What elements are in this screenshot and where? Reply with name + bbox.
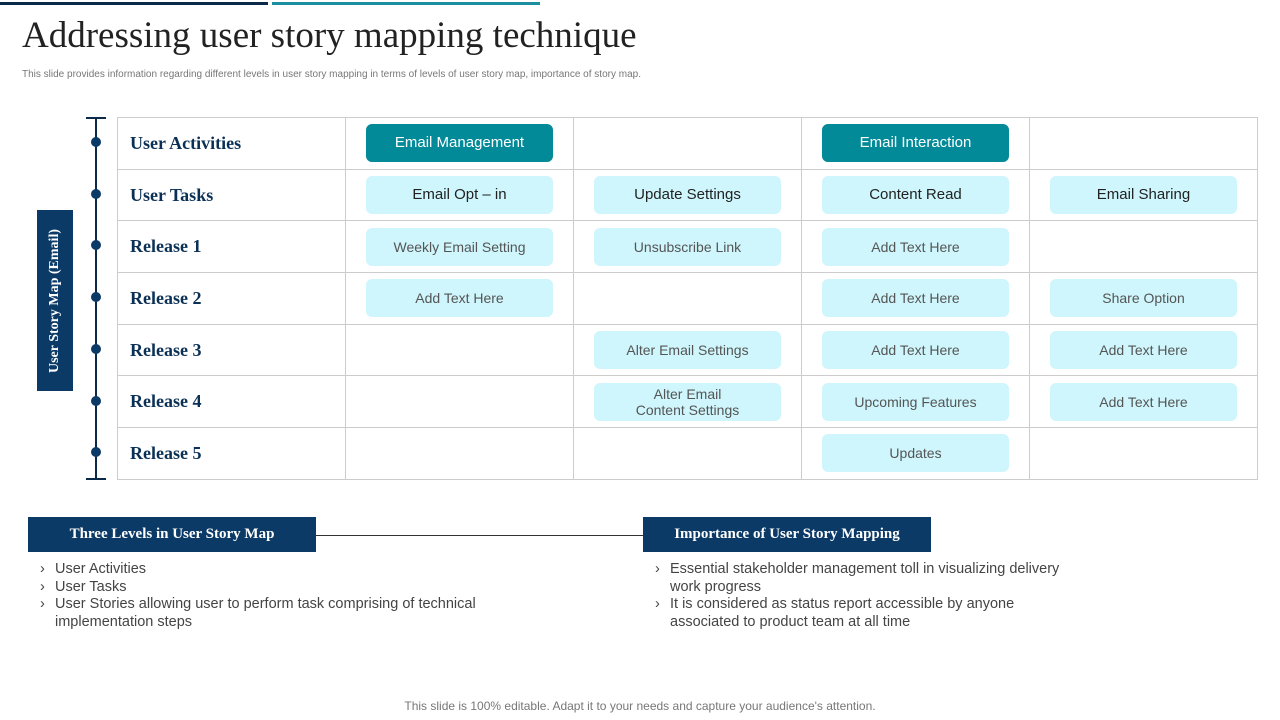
footer-note: This slide is 100% editable. Adapt it to your needs and capture your audience's attention.	[404, 699, 876, 713]
table-cell	[574, 169, 802, 221]
row-label: Release 2	[118, 273, 346, 325]
table-cell	[1030, 118, 1258, 170]
levels-list	[36, 561, 506, 631]
connector-line	[316, 535, 643, 536]
top-accent-line-dark	[0, 2, 268, 5]
table-cell	[802, 428, 1030, 480]
table-row	[118, 169, 1258, 221]
timeline-dot	[91, 396, 101, 406]
story-card: Add Text Here	[822, 331, 1009, 369]
table-cell	[574, 428, 802, 480]
table-cell	[346, 273, 574, 325]
table-cell	[1030, 221, 1258, 273]
side-label	[37, 210, 73, 391]
table-cell	[802, 376, 1030, 428]
table-cell	[574, 324, 802, 376]
story-card: Add Text Here	[1050, 383, 1237, 421]
table-row	[118, 428, 1258, 480]
story-card: Weekly Email Setting	[366, 228, 553, 266]
importance-heading: Importance of User Story Mapping	[643, 517, 931, 552]
row-label: Release 3	[118, 324, 346, 376]
table-cell	[346, 428, 574, 480]
table-cell	[1030, 169, 1258, 221]
table-row	[118, 118, 1258, 170]
row-label: Release 4	[118, 376, 346, 428]
row-label: User Activities	[118, 118, 346, 170]
table-cell	[346, 324, 574, 376]
activity-card: Email Management	[366, 124, 553, 162]
story-card: Add Text Here	[1050, 331, 1237, 369]
timeline-dot	[91, 189, 101, 199]
task-card: Email Sharing	[1050, 176, 1237, 214]
table-cell	[574, 221, 802, 273]
table-cell	[802, 169, 1030, 221]
table-cell	[346, 118, 574, 170]
table-row	[118, 273, 1258, 325]
table-cell	[1030, 376, 1258, 428]
page-title: Addressing user story mapping technique	[22, 15, 637, 56]
table-row	[118, 324, 1258, 376]
timeline-dot	[91, 292, 101, 302]
timeline-dot	[91, 137, 101, 147]
story-card: Alter Email Settings	[594, 331, 781, 369]
table-cell	[802, 221, 1030, 273]
table-cell	[574, 273, 802, 325]
page-subtitle: This slide provides information regarding different levels in user story mapping in terms of levels of user story map, importance of story map.	[22, 69, 641, 80]
row-label: User Tasks	[118, 169, 346, 221]
timeline-dot	[91, 344, 101, 354]
task-card: Email Opt – in	[366, 176, 553, 214]
table-cell	[574, 118, 802, 170]
table-cell	[802, 118, 1030, 170]
story-card: Add Text Here	[366, 279, 553, 317]
table-cell	[802, 324, 1030, 376]
table-cell	[346, 169, 574, 221]
row-label: Release 5	[118, 428, 346, 480]
story-card: Add Text Here	[822, 228, 1009, 266]
axis-cap-bottom	[86, 478, 106, 480]
table-cell	[1030, 428, 1258, 480]
activity-card: Email Interaction	[822, 124, 1009, 162]
story-map-table	[117, 117, 1258, 480]
list-item: › User Stories allowing user to perform task comprising of technical implementation steps	[36, 596, 506, 631]
row-label: Release 1	[118, 221, 346, 273]
story-card: Unsubscribe Link	[594, 228, 781, 266]
table-cell	[346, 221, 574, 273]
table-cell	[1030, 273, 1258, 325]
list-item: › User Activities	[36, 561, 506, 579]
table-cell	[574, 376, 802, 428]
story-card: Alter Email Content Settings	[594, 383, 781, 421]
table-row	[118, 376, 1258, 428]
task-card: Content Read	[822, 176, 1009, 214]
top-accent-line-teal	[272, 2, 540, 5]
side-label-text: User Story Map (Email)	[47, 228, 62, 373]
story-card: Upcoming Features	[822, 383, 1009, 421]
timeline-dot	[91, 447, 101, 457]
timeline-dot	[91, 240, 101, 250]
story-card: Add Text Here	[822, 279, 1009, 317]
task-card: Update Settings	[594, 176, 781, 214]
table-cell	[346, 376, 574, 428]
list-item: › It is considered as status report accessible by anyone associated to product team at all time	[651, 596, 1071, 631]
levels-heading: Three Levels in User Story Map	[28, 517, 316, 552]
list-item: › Essential stakeholder management toll in visualizing delivery work progress	[651, 561, 1071, 596]
list-item: › User Tasks	[36, 579, 506, 597]
story-card: Share Option	[1050, 279, 1237, 317]
table-cell	[1030, 324, 1258, 376]
table-row	[118, 221, 1258, 273]
story-card: Updates	[822, 434, 1009, 472]
table-cell	[802, 273, 1030, 325]
axis-cap-top	[86, 117, 106, 119]
importance-list	[651, 561, 1071, 631]
